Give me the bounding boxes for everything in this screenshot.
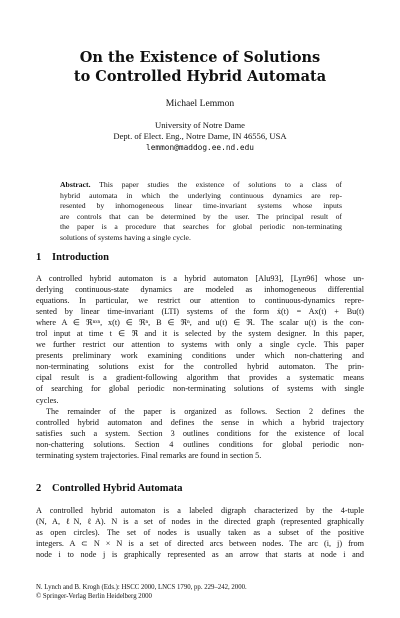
body-line: integers. A ⊂ N × N is a set of directed arcs between nodes. The arc (i, j) from [36, 539, 364, 549]
body-line: sented by linear time-invariant (LTI) systems of the form ẋ(t) = Ax(t) + Bu(t) [36, 307, 364, 317]
footer-line-2: © Springer-Verlag Berlin Heidelberg 2000 [36, 592, 152, 600]
abstract-line: the paper is a procedure that searches for global periodic non-terminating [60, 222, 342, 232]
affiliation [0, 120, 400, 154]
section-title: Introduction [52, 252, 109, 263]
body-line: of searching for global periodic non-terminating solutions of systems with single [36, 384, 364, 394]
body-line: satisfies such a system. Section 3 outlines conditions for the existence of local [36, 428, 364, 438]
body-line: trol input at time t ∈ ℜ and it is selected by the system designer. In this paper, [36, 329, 364, 339]
abstract-line: hybrid automata in which the underlying continuous dynamics are rep- [60, 190, 342, 200]
body-line: presents preliminary work examining conditions under which non-chattering and [36, 351, 364, 361]
body-line: we further restrict our attention to systems with only a single cycle. This paper [36, 340, 364, 350]
section-title: Controlled Hybrid Automata [52, 483, 183, 494]
abstract-line: are controls that can be determined by the user. The principal result of [60, 211, 342, 221]
body-line: where A ∈ ℜⁿˣⁿ, x(t) ∈ ℜⁿ, B ∈ ℜⁿ, and u(t) ∈ ℜ. The scalar u(t) is the con- [36, 318, 364, 328]
body-line: non-terminating solutions exist for the controlled hybrid automaton. The prin- [36, 362, 364, 372]
body-line: controlled hybrid automaton and defines the sense in which a hybrid trajectory [36, 417, 364, 427]
body-line: node i to node j is graphically represented as an arrow that starts at node i and [36, 550, 364, 560]
abstract-line: This paper studies the existence of solutions to a class of [90, 180, 342, 189]
body-line: (N, A, ℓN, ℓA). N is a set of nodes in the directed graph (represented graphically [36, 517, 364, 527]
abstract-line: resented by inhomogeneous linear time-invariant systems whose inputs [60, 201, 342, 211]
abstract-line: solutions of systems having a single cycle. [60, 232, 191, 242]
body-line: cycles. [36, 395, 59, 405]
body-line: equations. In particular, we restrict our attention to continuous-dynamics repre- [36, 296, 364, 306]
body-line: The remainder of the paper is organized as follows. Section 2 defines the [46, 406, 364, 416]
abstract-label: Abstract. [60, 180, 91, 189]
section-number: 1 [36, 252, 42, 263]
body-line: A controlled hybrid automaton is a labeled digraph characterized by the 4-tuple [36, 506, 364, 515]
title-line-2: to Controlled Hybrid Automata [73, 68, 327, 85]
section-1-body [36, 273, 364, 461]
section-2-body [36, 505, 364, 560]
body-line: non-chattering solutions. Section 4 outlines conditions for global periodic non- [36, 439, 364, 449]
paper-title [0, 48, 400, 86]
footer [36, 584, 247, 601]
affiliation-line-1: University of Notre Dame [155, 120, 245, 130]
title-line-1: On the Existence of Solutions [79, 49, 321, 66]
footer-line-1: N. Lynch and B. Krogh (Eds.): HSCC 2000, LNCS 1790, pp. 229–242, 2000. [36, 584, 247, 591]
body-line: A controlled hybrid automaton is a hybrid automaton [Alu93], [Lyn96] whose un- [36, 274, 364, 283]
author-name: Michael Lemmon [165, 98, 235, 109]
affiliation-line-2: Dept. of Elect. Eng., Notre Dame, IN 46556, USA [113, 131, 287, 142]
section-2-heading [36, 483, 182, 494]
author-email[interactable]: lemmon@maddog.ee.nd.edu [146, 143, 254, 153]
body-line: derlying continuous-state dynamics are modeled as inhomogeneous differential [36, 285, 364, 295]
body-line: cipal result is a gradient-following algorithm that provides a systematic means [36, 373, 364, 383]
body-line: as open circles). The set of nodes is usually taken as a subset of the positive [36, 528, 364, 538]
section-number: 2 [36, 483, 42, 494]
abstract [60, 180, 342, 244]
body-line: terminating system trajectories. Final remarks are found in section 5. [36, 450, 262, 460]
section-1-heading [36, 252, 109, 263]
